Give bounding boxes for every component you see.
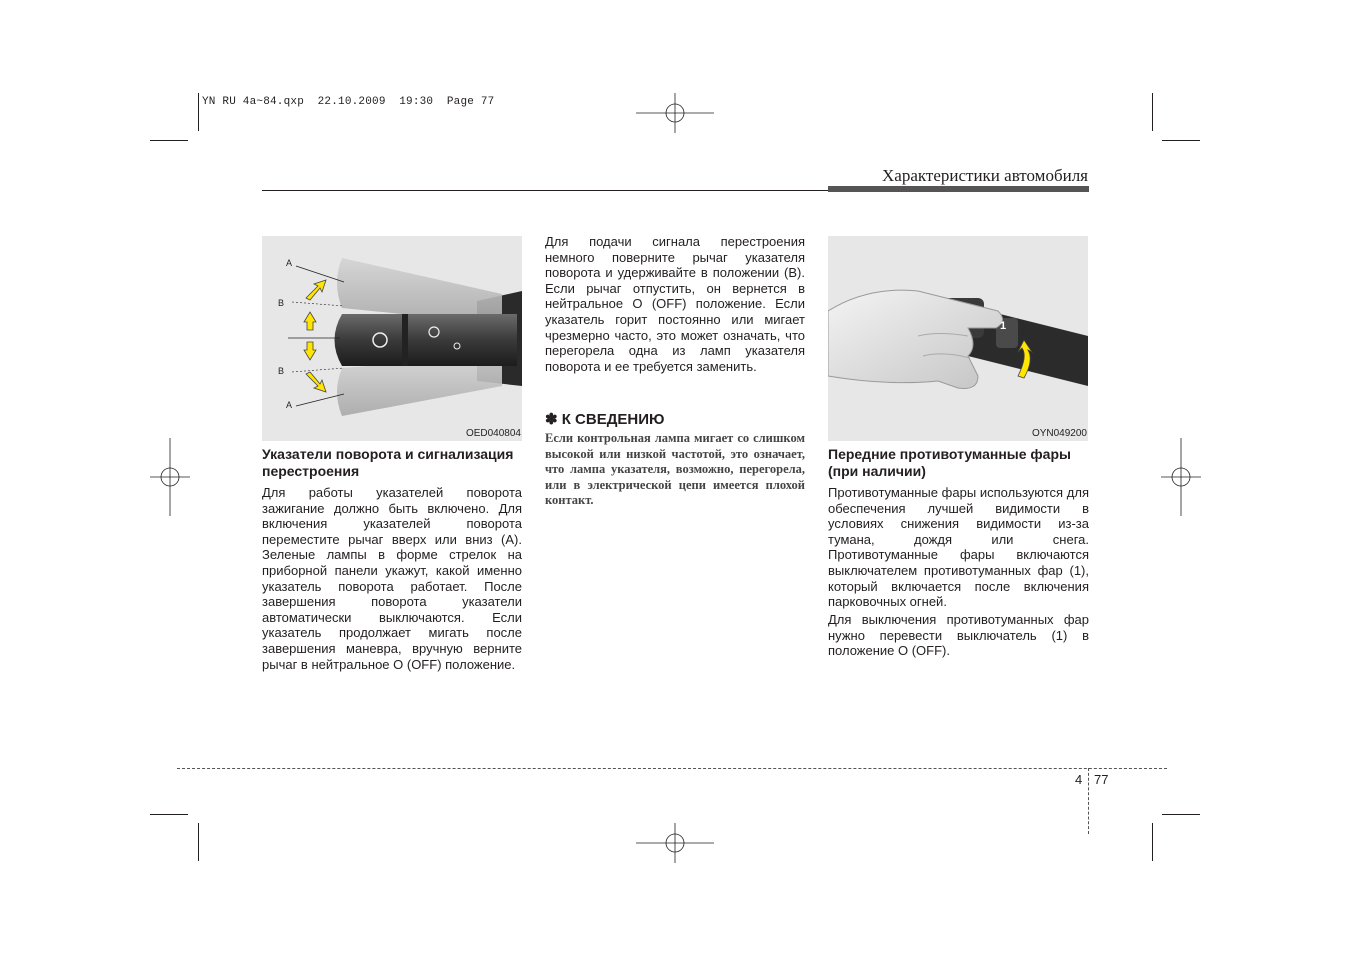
turn-signal-heading: Указатели поворота и сигнализация перестроения bbox=[262, 446, 514, 479]
turn-signal-illustration bbox=[262, 236, 522, 441]
crop-mark bbox=[198, 823, 199, 861]
label-b-top: B bbox=[278, 298, 285, 308]
crop-mark bbox=[1162, 814, 1200, 815]
figure-code: OED040804 bbox=[465, 428, 521, 439]
section-title: Характеристики автомобиля bbox=[882, 166, 1088, 185]
registration-mark bbox=[1161, 438, 1201, 516]
fog-light-illustration bbox=[828, 236, 1088, 441]
fog-switch-number: 1 bbox=[1000, 320, 1007, 332]
fog-light-paragraph-2: Для выключения противотуманных фар нужно перевести выключатель (1) в положение O (OFF). bbox=[828, 612, 1089, 659]
label-b-bottom: B bbox=[278, 366, 285, 376]
note-title: ✽ К СВЕДЕНИЮ bbox=[545, 411, 665, 428]
label-a-top: A bbox=[286, 258, 293, 268]
footer-dashed-rule bbox=[177, 768, 1167, 769]
fog-light-figure bbox=[828, 236, 1088, 441]
page-number: 77 bbox=[1094, 772, 1109, 787]
lane-change-paragraph: Для подачи сигнала перестроения немного поверните рычаг указателя поворота и удерживайте в положении (B). Если рычаг отпустить, он вернется в нейтральное O (OFF) положение. Если указатель горит постоянно или мигает чрезмерно часто, это может означать, что перегорела одна из ламп указателя поворота и ее требуется заменить. bbox=[545, 234, 805, 374]
footer-divider bbox=[1088, 768, 1089, 834]
chapter-number: 4 bbox=[1075, 772, 1083, 787]
crop-mark bbox=[1152, 93, 1153, 131]
turn-signal-figure bbox=[262, 236, 522, 441]
fog-light-paragraph-1: Противотуманные фары используются для обеспечения лучшей видимости в условиях снижения видимости из-за тумана, дождя или снега. Противотуманные фары включаются выключателем противотуманных фар (1), который включается после включения парковочных огней. bbox=[828, 485, 1089, 610]
fog-light-heading: Передние противотуманные фары (при наличии) bbox=[828, 446, 1071, 479]
crop-mark bbox=[198, 93, 199, 131]
note-text: Если контрольная лампа мигает со слишком высокой или низкой частотой, это означает, что лампа указателя, возможно, перегорела, или в электрической цепи имеется плохой контакт. bbox=[545, 431, 805, 508]
registration-mark bbox=[150, 438, 190, 516]
registration-mark bbox=[636, 93, 714, 133]
figure-code: OYN049200 bbox=[1031, 428, 1087, 439]
printer-slug: YN RU 4a~84.qxp 22.10.2009 19:30 Page 77 bbox=[202, 96, 495, 108]
crop-mark bbox=[150, 140, 188, 141]
crop-mark bbox=[1162, 140, 1200, 141]
crop-mark bbox=[150, 814, 188, 815]
label-a-bottom: A bbox=[286, 400, 293, 410]
header-bar bbox=[828, 186, 1089, 192]
registration-mark bbox=[636, 823, 714, 863]
turn-signal-paragraph: Для работы указателей поворота зажигание должно быть включено. Для включения указателей поворота переместите рычаг вверх или вниз (A). Зеленые лампы в форме стрелок на приборной панели укажут, какой именно указатель поворота работает. После завершения поворота указатели автоматически выключаются. Если указатель продолжает мигать после завершения маневра, вручную верните рычаг в нейтральное O (OFF) положение. bbox=[262, 485, 522, 672]
crop-mark bbox=[1152, 823, 1153, 861]
